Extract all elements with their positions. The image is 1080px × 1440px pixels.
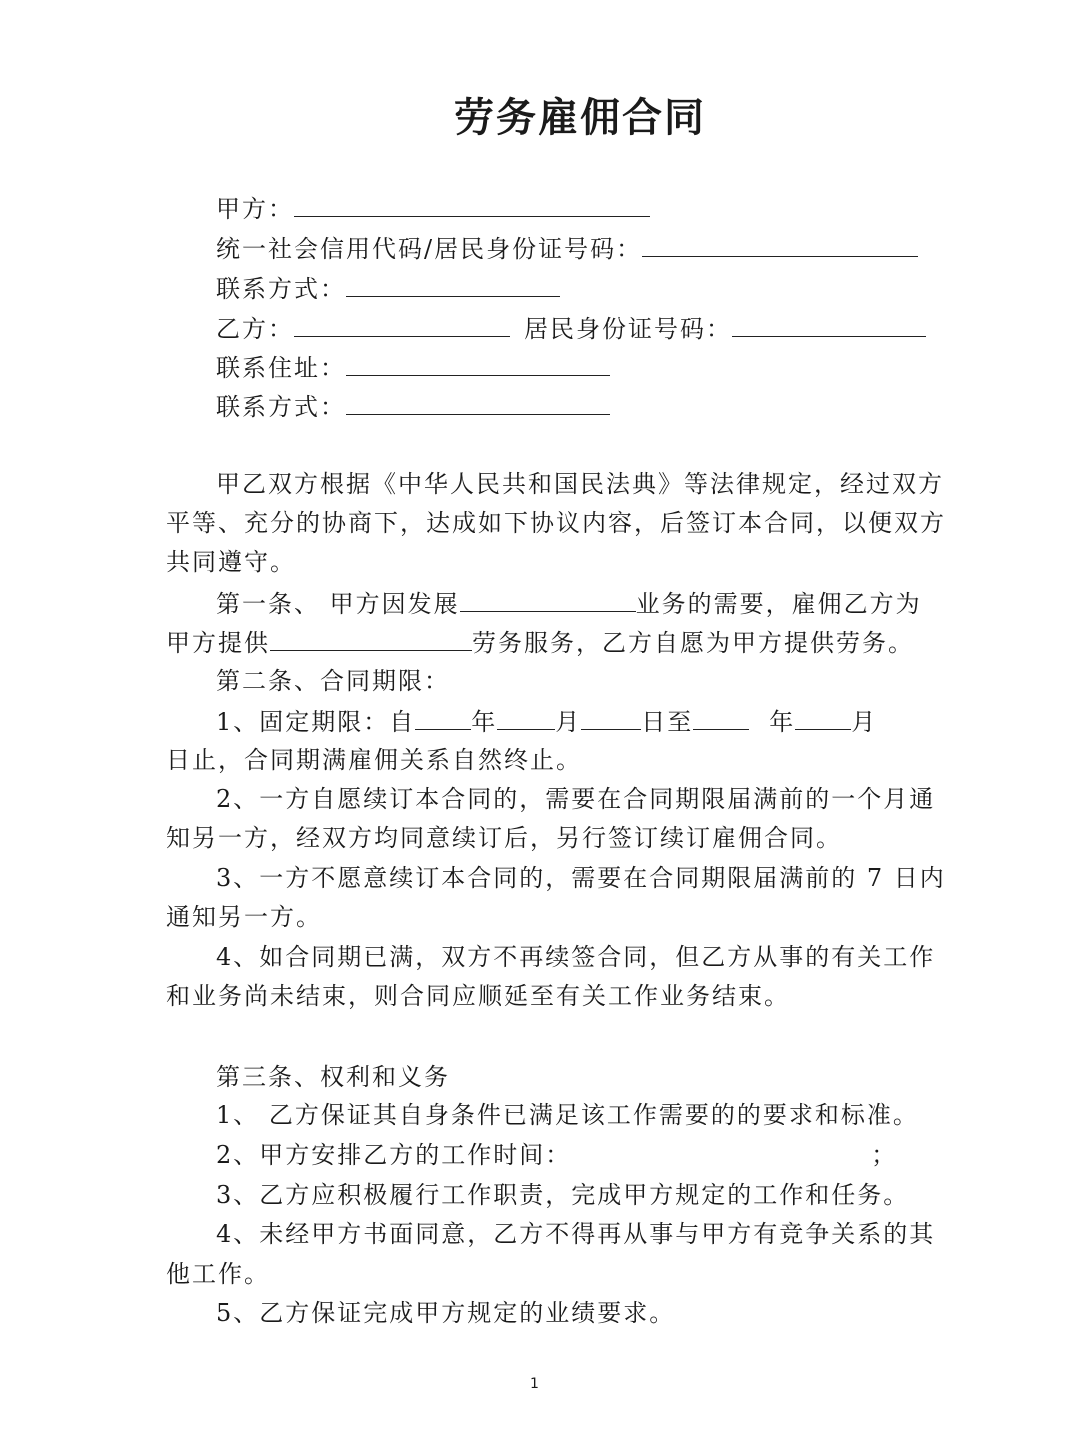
party-b-id-blank[interactable] xyxy=(732,312,926,337)
start-year-label: 年 xyxy=(471,708,498,736)
work-time-end: ； xyxy=(871,1141,898,1169)
party-a-contact-label: 联系方式： xyxy=(216,275,346,303)
article-3-item-1: 1、 乙方保证其自身条件已满足该工作需要的的要求和标准。 xyxy=(216,1101,919,1129)
page-number: 1 xyxy=(530,1376,539,1392)
article-1-part-1: 第一条、 甲方因发展 xyxy=(216,590,460,618)
article-3-item-2 xyxy=(216,1140,897,1170)
service-blank[interactable] xyxy=(270,626,472,651)
party-a-contact-row xyxy=(216,272,560,304)
article-1-part-3: 甲方提供 xyxy=(166,629,270,657)
start-year-blank[interactable] xyxy=(415,705,471,730)
day-to-label: 日至 xyxy=(641,708,694,736)
party-b-address-label: 联系住址： xyxy=(216,354,346,382)
credit-code-label: 统一社会信用代码/居民身份证号码： xyxy=(216,235,643,263)
article-1-part-4: 劳务服务，乙方自愿为甲方提供劳务。 xyxy=(472,629,914,657)
end-year-blank[interactable] xyxy=(693,705,749,730)
article-1-part-2: 业务的需要，雇佣乙方为 xyxy=(635,590,922,618)
fixed-term-prefix: 1、固定期限：自 xyxy=(216,708,416,736)
article-2-item-1-line-2: 日止，合同期满雇佣关系自然终止。 xyxy=(166,746,582,774)
article-3-item-4-line-1: 4、未经甲方书面同意，乙方不得再从事与甲方有竞争关系的其 xyxy=(216,1220,936,1248)
end-year-label: 年 xyxy=(769,708,796,736)
credit-code-row xyxy=(216,232,918,264)
party-a-blank[interactable] xyxy=(294,192,650,217)
article-3-item-4-line-2: 他工作。 xyxy=(166,1260,270,1288)
credit-code-blank[interactable] xyxy=(642,232,918,257)
intro-line-2: 平等、充分的协商下，达成如下协议内容，后签订本合同，以便双方 xyxy=(166,509,946,537)
party-b-address-blank[interactable] xyxy=(346,351,610,376)
party-b-label: 乙方： xyxy=(216,315,294,343)
article-2-item-4-line-2: 和业务尚未结束，则合同应顺延至有关工作业务结束。 xyxy=(166,982,790,1010)
intro-line-3: 共同遵守。 xyxy=(166,548,296,576)
party-b-blank[interactable] xyxy=(294,312,510,337)
article-2-item-3-line-2: 通知另一方。 xyxy=(166,903,322,931)
party-b-contact-blank[interactable] xyxy=(346,390,610,415)
end-month-label: 月 xyxy=(851,708,878,736)
party-b-row xyxy=(216,312,926,344)
party-a-row xyxy=(216,192,650,224)
party-a-label: 甲方： xyxy=(216,195,294,223)
party-b-contact-row xyxy=(216,390,610,422)
party-b-contact-label: 联系方式： xyxy=(216,393,346,421)
article-2-item-1-line-1 xyxy=(216,705,877,737)
article-2-item-2-line-1: 2、一方自愿续订本合同的，需要在合同期限届满前的一个月通 xyxy=(216,785,936,813)
end-month-blank[interactable] xyxy=(795,705,851,730)
intro-line-1: 甲乙双方根据《中华人民共和国民法典》等法律规定，经过双方 xyxy=(216,470,944,498)
article-2-item-3-line-1: 3、一方不愿意续订本合同的，需要在合同期限届满前的 7 日内 xyxy=(216,864,946,892)
work-time-label: 2、甲方安排乙方的工作时间： xyxy=(216,1141,572,1169)
start-month-label: 月 xyxy=(555,708,582,736)
article-2-heading: 第二条、合同期限： xyxy=(216,667,450,695)
article-3-item-3: 3、乙方应积极履行工作职责，完成甲方规定的工作和任务。 xyxy=(216,1181,910,1209)
party-b-address-row xyxy=(216,351,610,383)
business-blank[interactable] xyxy=(460,587,636,612)
start-day-blank[interactable] xyxy=(581,705,641,730)
article-3-item-5: 5、乙方保证完成甲方规定的业绩要求。 xyxy=(216,1299,676,1327)
party-a-contact-blank[interactable] xyxy=(346,272,560,297)
start-month-blank[interactable] xyxy=(497,705,555,730)
article-3-heading: 第三条、权利和义务 xyxy=(216,1063,450,1091)
article-2-item-2-line-2: 知另一方，经双方均同意续订后，另行签订续订雇佣合同。 xyxy=(166,824,842,852)
article-2-item-4-line-1: 4、如合同期已满，双方不再续签合同，但乙方从事的有关工作 xyxy=(216,943,936,971)
party-b-id-label: 居民身份证号码： xyxy=(524,315,732,343)
article-1-line-1 xyxy=(216,587,922,619)
article-1-line-2 xyxy=(166,626,914,658)
document-title: 劳务雇佣合同 xyxy=(454,95,706,141)
